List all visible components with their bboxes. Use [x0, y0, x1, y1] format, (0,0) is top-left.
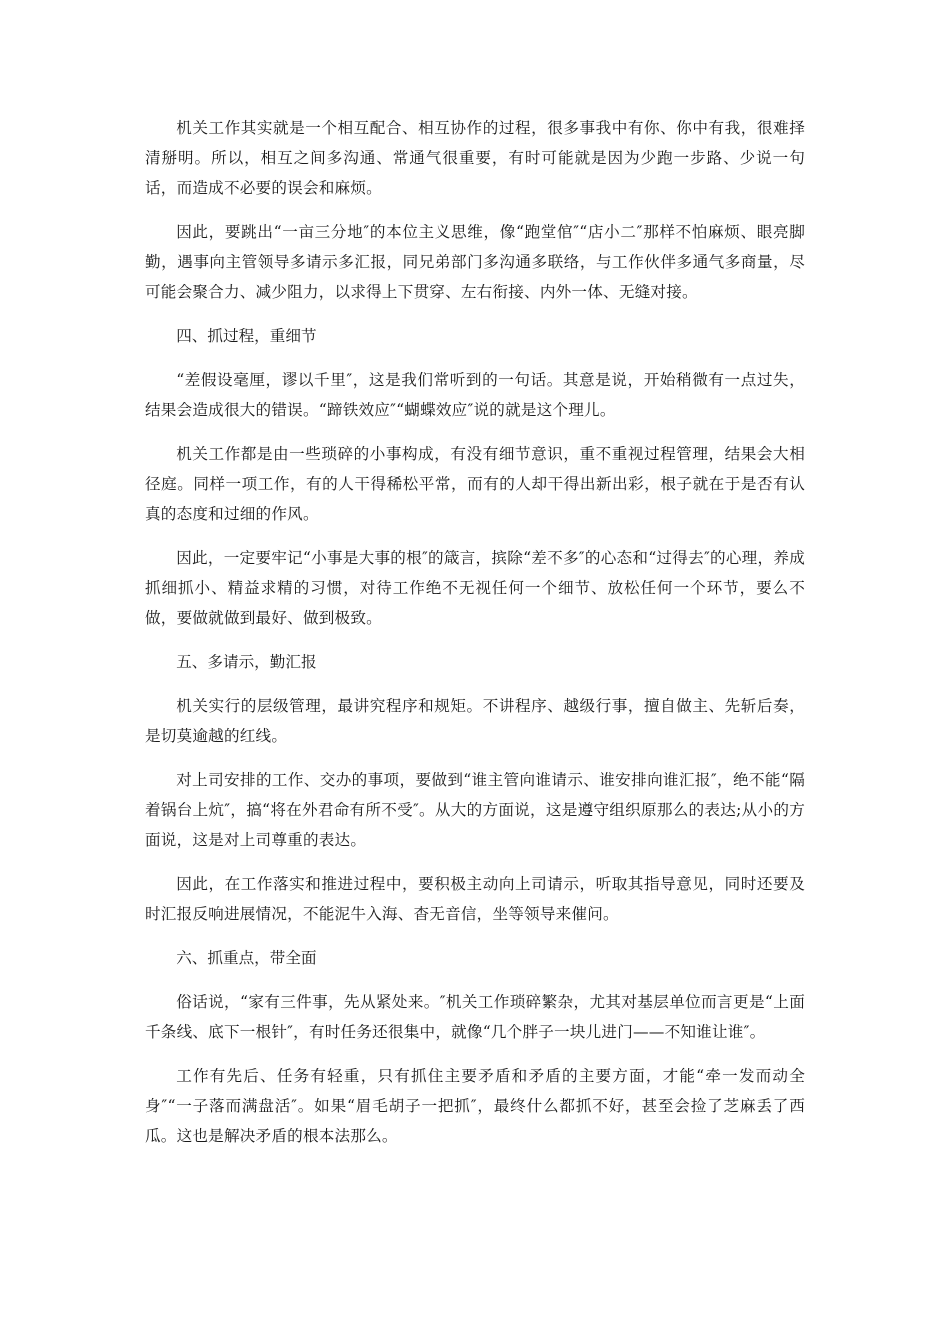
document-page [145, 113, 805, 1165]
paragraph-reporting: 对上司安排的工作、交办的事项，要做到“谁主管向谁请示、谁安排向谁汇报″，绝不能“隔着锅台上炕″，搞“将在外君命有所不受″。从大的方面说，这是遵守组织原那么的表达;从小的方面说，这是对上司尊重的表达。 [145, 771, 805, 849]
paragraph-details: 机关工作都是由一些琐碎的小事构成，有没有细节意识，重不重视过程管理，结果会大相径庭。同样一项工作，有的人干得稀松平常，而有的人却干得出新出彩，根子就在于是否有认真的态度和过细的作风。 [145, 445, 805, 523]
paragraph-main-contradiction: 工作有先后、任务有轻重，只有抓住主要矛盾和矛盾的主要方面，才能“牵一发而动全身″“一子落而满盘活″。如果“眉毛胡子一把抓″，最终什么都抓不好，甚至会捡了芝麻丢了西瓜。这也是解决矛盾的根本法那么。 [145, 1067, 805, 1145]
section-heading-5: 五、多请示，勤汇报 [176, 653, 317, 671]
paragraph-small-things: 因此，一定要牢记“小事是大事的根″的箴言，摈除“差不多″的心态和“过得去″的心理，养成抓细抓小、精益求精的习惯，对待工作绝不无视任何一个细节、放松任何一个环节，要么不做，要做就做到最好、做到极致。 [145, 549, 805, 627]
paragraph-proverb: “差假设毫厘，谬以千里″，这是我们常听到的一句话。其意是说，开始稍微有一点过失，结果会造成很大的错误。“蹄铁效应″“蝴蝶效应″说的就是这个理儿。 [145, 371, 805, 419]
paragraph-communication: 因此，要跳出“一亩三分地″的本位主义思维，像“跑堂倌″“店小二″那样不怕麻烦、眼亮脚勤，遇事向主管领导多请示多汇报，同兄弟部门多沟通多联络，与工作伙伴多通气多商量，尽可能会聚合力、减少阻力，以求得上下贯穿、左右衔接、内外一体、无缝对接。 [145, 223, 805, 301]
paragraph-proactive: 因此，在工作落实和推进过程中，要积极主动向上司请示，听取其指导意见，同时还要及时汇报反响进展情况，不能泥牛入海、杳无音信，坐等领导来催问。 [145, 875, 805, 923]
paragraph-priorities: 俗话说，“家有三件事，先从紧处来。″机关工作琐碎繁杂，尤其对基层单位而言更是“上面千条线、底下一根针″，有时任务还很集中，就像“几个胖子一块儿进门——不知谁让谁″。 [145, 993, 805, 1041]
section-heading-6: 六、抓重点，带全面 [176, 949, 317, 967]
section-heading-4: 四、抓过程，重细节 [176, 327, 317, 345]
paragraph-hierarchy: 机关实行的层级管理，最讲究程序和规矩。不讲程序、越级行事，擅自做主、先斩后奏，是切莫逾越的红线。 [145, 697, 805, 745]
paragraph-cooperation: 机关工作其实就是一个相互配合、相互协作的过程，很多事我中有你、你中有我，很难择清掰明。所以，相互之间多沟通、常通气很重要，有时可能就是因为少跑一步路、少说一句话，而造成不必要的误会和麻烦。 [145, 119, 805, 197]
